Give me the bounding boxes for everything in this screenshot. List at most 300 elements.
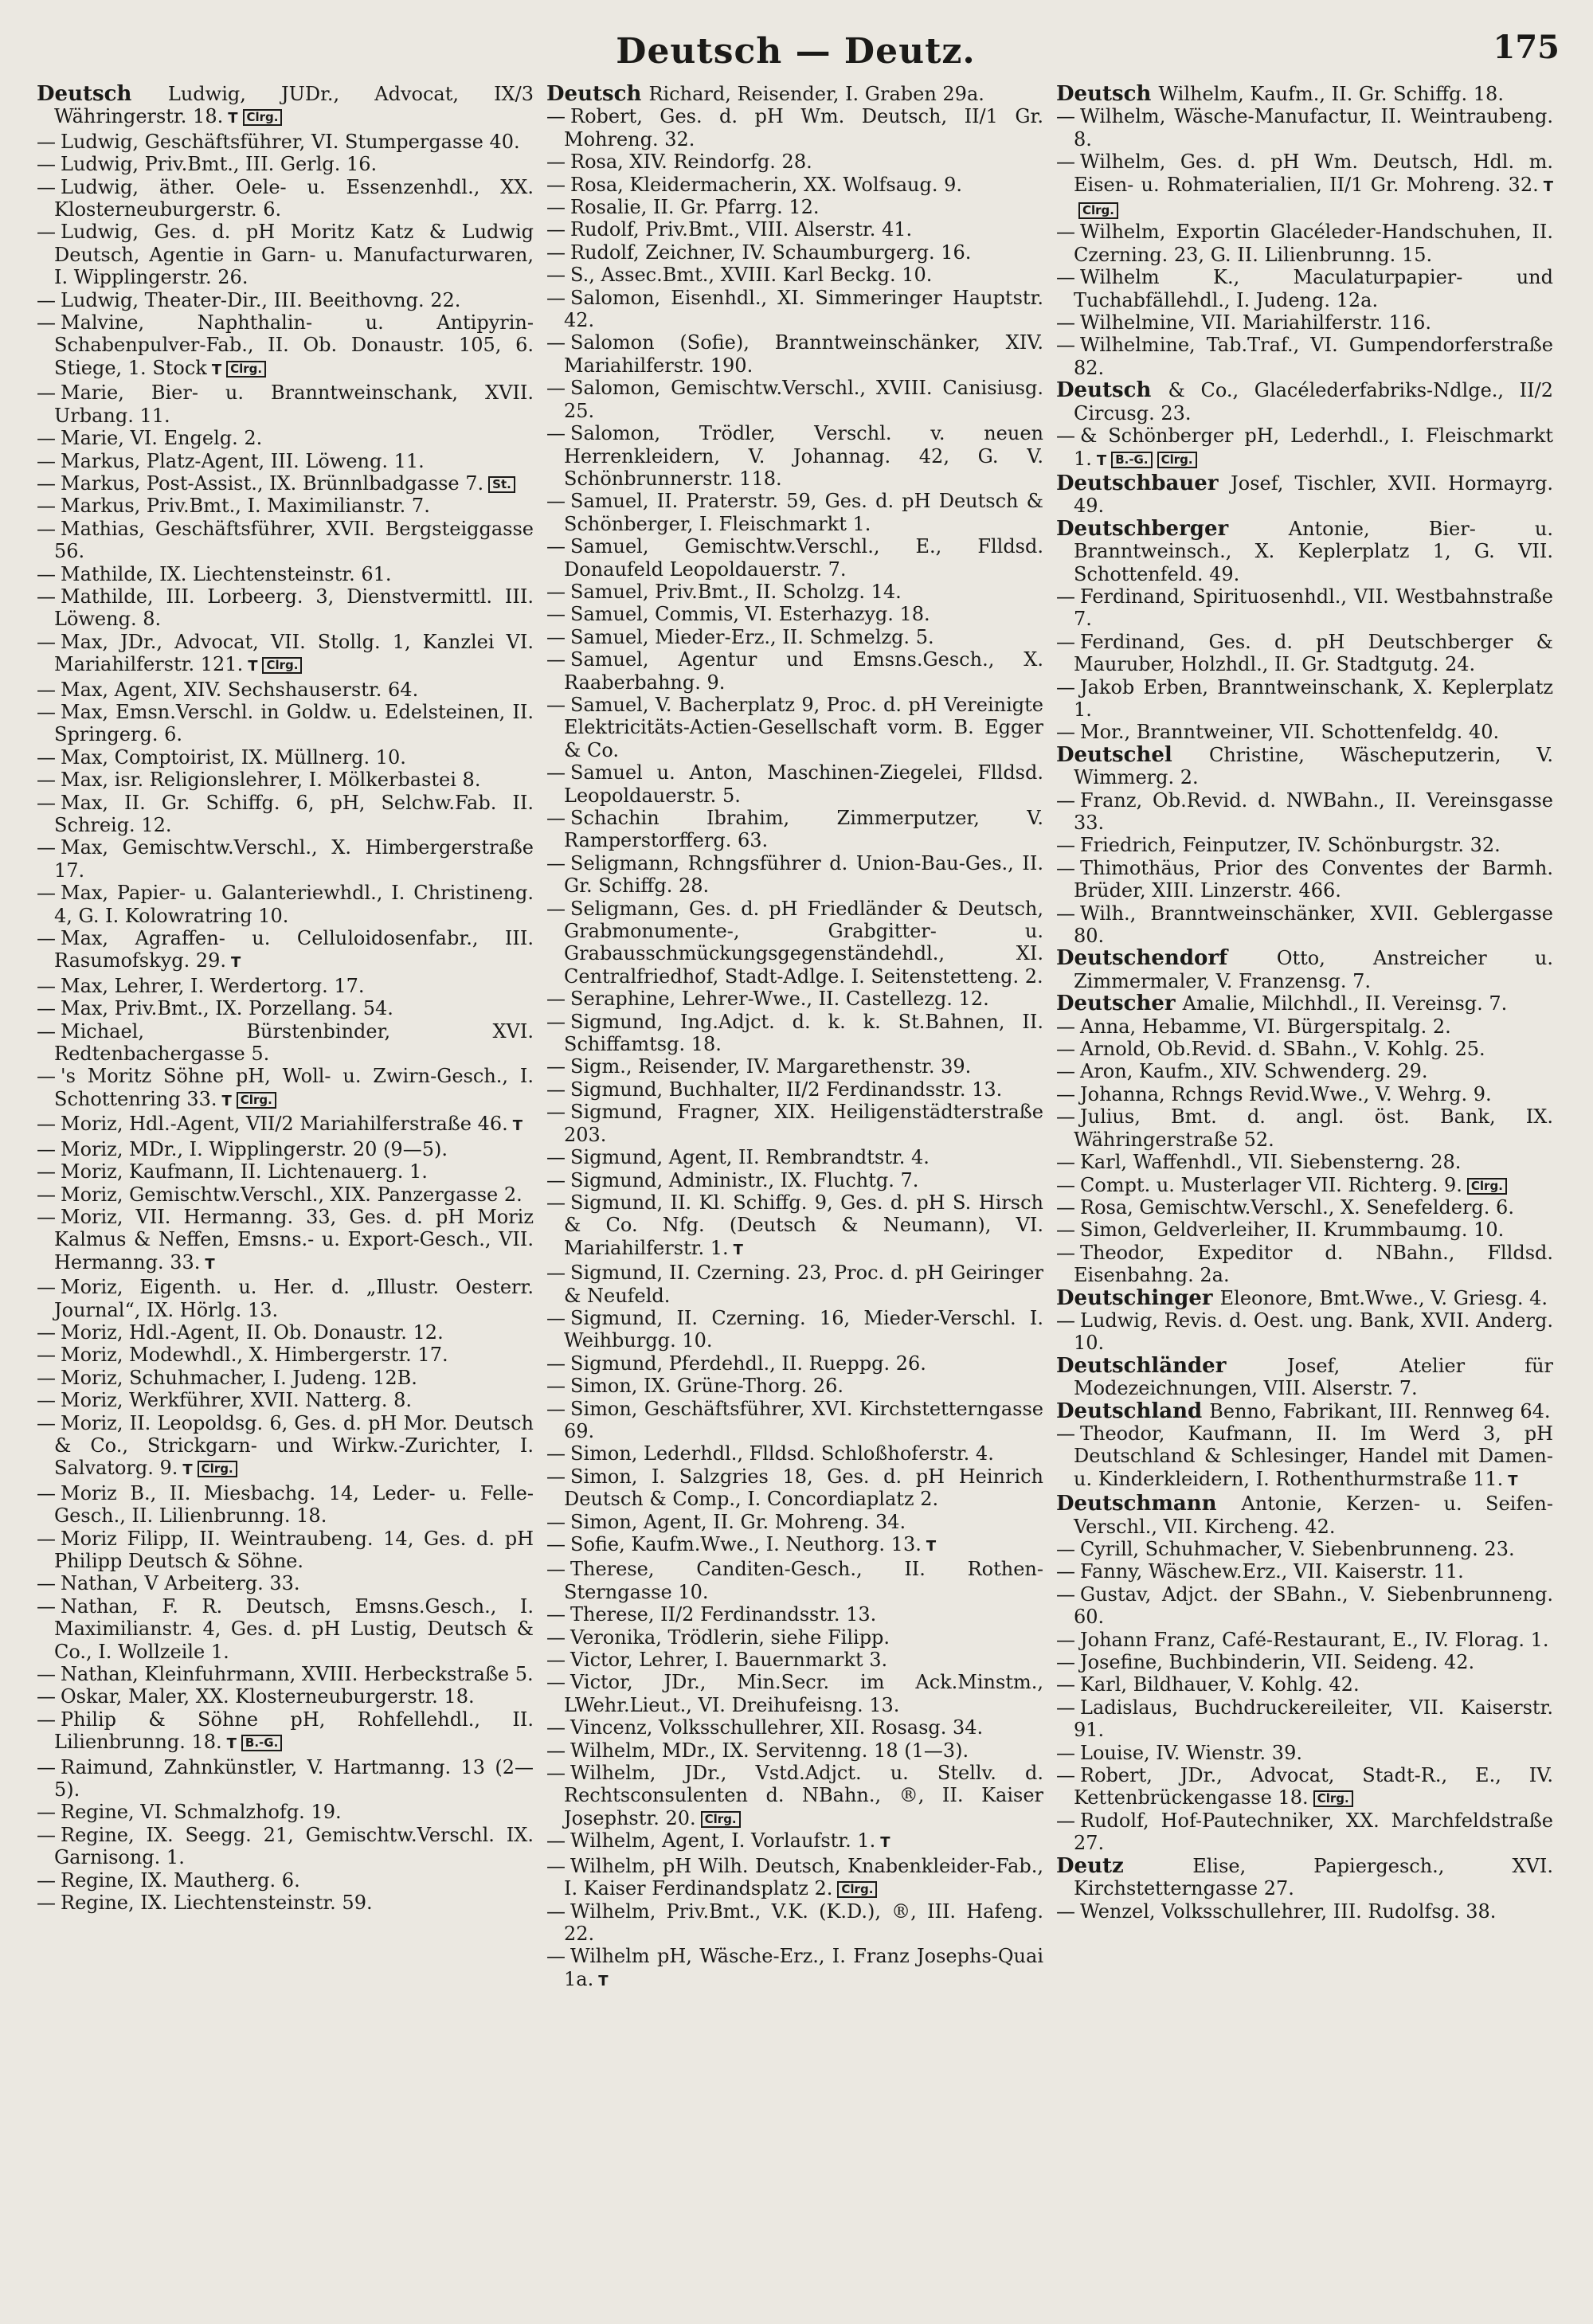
directory-entry	[37, 1138, 534, 1160]
entry-text: Mathias, Geschäftsführer, XVII. Bergsteiggasse 56.	[54, 517, 534, 563]
directory-entry	[546, 1511, 1043, 1533]
dash-marker: —	[546, 377, 566, 400]
directory-entry	[37, 518, 534, 563]
dash-marker: —	[37, 175, 56, 198]
directory-entry	[37, 701, 534, 746]
telephone-icon: T	[1543, 178, 1553, 195]
entry-text: & Co., Glacélederfabriks-Ndlge., II/2 Circusg. 23.	[1074, 379, 1553, 425]
dash-marker: —	[37, 1411, 56, 1434]
entry-text: Nathan, Kleinfuhrmann, XVIII. Herbeckstraße 5.	[61, 1663, 534, 1686]
entry-text: Wilhelmine, Tab.Traf., VI. Gumpendorferstraße 82.	[1074, 334, 1553, 379]
directory-entry	[37, 1869, 534, 1892]
entry-text: Gustav, Adjct. der SBahn., V. Siebenbrunneng. 60.	[1074, 1583, 1553, 1629]
directory-entry	[1056, 721, 1553, 743]
entry-text: Samuel, V. Bacherplatz 9, Proc. d. pH Vereinigte Elektricitäts-Actien-Gesellschaft vorm. B. Egger & Co.	[564, 693, 1043, 761]
dash-marker: —	[546, 196, 566, 219]
telephone-icon: T	[880, 1834, 890, 1852]
column-2	[540, 83, 1050, 1993]
entry-text: Simon, I. Salzgries 18, Ges. d. pH Heinrich Deutsch & Comp., I. Concordiaplatz 2.	[564, 1465, 1043, 1511]
dash-marker: —	[37, 517, 56, 540]
telephone-icon: T	[926, 1538, 937, 1555]
directory-entry	[1056, 105, 1553, 151]
dash-marker: —	[1056, 1173, 1075, 1196]
directory-entry	[37, 1708, 534, 1756]
directory-entry	[546, 287, 1043, 332]
directory-entry	[37, 153, 534, 175]
entry-text: Max, Papier- u. Galanteriewhdl., I. Christineng. 4, G. I. Kolowratring 10.	[54, 882, 534, 927]
directory-entry	[1056, 1696, 1553, 1742]
entry-text: Mathilde, IX. Liechtensteinstr. 61.	[61, 562, 392, 585]
entry-text: Wilhelm, MDr., IX. Servitenng. 18 (1—3).	[570, 1739, 969, 1762]
directory-entry	[546, 241, 1043, 264]
directory-entry	[1056, 425, 1553, 472]
dash-marker: —	[546, 1375, 566, 1398]
entry-text: Benno, Fabrikant, III. Rennweg 64.	[1209, 1399, 1551, 1422]
dash-marker: —	[546, 1671, 566, 1694]
directory-entry	[546, 1146, 1043, 1168]
directory-entry	[1056, 1810, 1553, 1855]
directory-entry	[37, 1572, 534, 1594]
entry-text: Sigmund, Agent, II. Rembrandtstr. 4.	[570, 1146, 930, 1169]
directory-entry	[546, 196, 1043, 218]
entry-text: Max, Priv.Bmt., IX. Porzellang. 54.	[61, 997, 393, 1020]
directory-entry	[1056, 83, 1553, 105]
directory-entry	[1056, 1583, 1553, 1629]
boxed-badge: Clrg.	[701, 1811, 741, 1828]
directory-entry	[546, 1442, 1043, 1465]
entry-text: Regine, IX. Mautherg. 6.	[61, 1868, 300, 1892]
directory-entry	[546, 1533, 1043, 1558]
directory-entry	[1056, 1242, 1553, 1287]
directory-entry	[546, 807, 1043, 852]
dash-marker: —	[37, 769, 56, 792]
directory-entry	[37, 1595, 534, 1663]
entry-text: Theodor, Expeditor d. NBahn., Flldsd. Eisenbahng. 2a.	[1074, 1241, 1553, 1287]
entry-text: Sigm., Reisender, IV. Margarethenstr. 39.	[570, 1055, 972, 1078]
dash-marker: —	[546, 1945, 566, 1968]
entry-text: Johanna, Rchngs Revid.Wwe., V. Wehrg. 9.	[1080, 1082, 1492, 1105]
surname: Deutschbauer	[1056, 471, 1231, 495]
dash-marker: —	[546, 1101, 566, 1124]
entry-text: Josef, Tischler, XVII. Hormayrg. 49.	[1074, 471, 1553, 518]
directory-entry	[546, 1011, 1043, 1056]
directory-entry	[37, 836, 534, 882]
dash-marker: —	[37, 1183, 56, 1206]
directory-entry	[1056, 857, 1553, 902]
entry-text: Salomon, Gemischtw.Verschl., XVIII. Canisiusg. 25.	[564, 377, 1043, 422]
directory-entry	[37, 679, 534, 701]
directory-entry	[37, 792, 534, 837]
dash-marker: —	[1056, 1628, 1075, 1651]
dash-marker: —	[546, 241, 566, 264]
directory-entry	[37, 1206, 534, 1276]
dash-marker: —	[1056, 334, 1075, 357]
directory-entry	[1056, 379, 1553, 425]
directory-entry	[37, 1160, 534, 1183]
dash-marker: —	[1056, 1105, 1075, 1129]
directory-entry	[37, 83, 534, 131]
entry-text: Regine, IX. Seegg. 21, Gemischtw.Verschl. IX. Garnisong. 1.	[54, 1823, 534, 1869]
surname: Deutscher	[1056, 992, 1183, 1016]
dash-marker: —	[546, 807, 566, 829]
dash-marker: —	[37, 1594, 56, 1618]
dash-marker: —	[37, 1344, 56, 1367]
dash-marker: —	[1056, 721, 1075, 744]
entry-text: Regine, VI. Schmalzhofg. 19.	[61, 1801, 342, 1824]
dash-marker: —	[1056, 630, 1075, 653]
boxed-badge: Clrg.	[1078, 202, 1118, 219]
dash-marker: —	[546, 1262, 566, 1285]
dash-marker: —	[1056, 425, 1075, 448]
dash-marker: —	[1056, 902, 1075, 925]
entry-text: Wenzel, Volksschullehrer, III. Rudolfsg. 38.	[1080, 1899, 1497, 1923]
dash-marker: —	[546, 1899, 566, 1923]
entry-text: Markus, Platz-Agent, III. Löweng. 11.	[61, 449, 425, 472]
directory-entry	[37, 769, 534, 791]
entry-text: Moriz, Eigenth. u. Her. d. „Illustr. Oesterr. Journal“, IX. Hörlg. 13.	[54, 1276, 534, 1321]
directory-entry	[546, 1739, 1043, 1762]
boxed-badge: Clrg.	[1313, 1790, 1353, 1807]
entry-text: Therese, Canditen-Gesch., II. Rothen-Sterngasse 10.	[564, 1558, 1043, 1603]
directory-entry	[546, 694, 1043, 761]
directory-entry	[1056, 1651, 1553, 1673]
entry-text: Rosa, Kleidermacherin, XX. Wolfsaug. 9.	[570, 173, 963, 196]
dash-marker: —	[37, 1685, 56, 1708]
directory-entry	[37, 472, 534, 495]
directory-entry	[1056, 1309, 1553, 1355]
entry-text: Moriz, MDr., I. Wipplingerstr. 20 (9—5).	[61, 1137, 448, 1160]
directory-entry	[1056, 151, 1553, 221]
entry-text: Sigmund, Fragner, XIX. Heiligenstädterstraße 203.	[564, 1101, 1043, 1146]
dash-marker: —	[37, 1389, 56, 1412]
directory-entry	[1056, 1538, 1553, 1560]
directory-entry	[546, 603, 1043, 625]
directory-entry	[37, 1020, 534, 1066]
surname: Deutsch	[546, 82, 649, 106]
directory-entry	[1056, 1151, 1553, 1173]
directory-entry	[37, 1663, 534, 1685]
dash-marker: —	[37, 1160, 56, 1184]
directory-entry	[37, 427, 534, 449]
directory-entry	[546, 1762, 1043, 1829]
entry-text: Moriz, VII. Hermanng. 33, Ges. d. pH Moriz Kalmus & Neffen, Emsns.- u. Export-Gesch., VII. Hermanng. 33.	[54, 1205, 534, 1274]
dash-marker: —	[546, 490, 566, 513]
entry-text: Sigmund, Pferdehdl., II. Rueppg. 26.	[570, 1352, 926, 1375]
dash-marker: —	[546, 1397, 566, 1420]
directory-entry	[37, 585, 534, 631]
directory-entry	[546, 1398, 1043, 1443]
entry-text: Therese, II/2 Ferdinandsstr. 13.	[570, 1603, 877, 1626]
entry-text: Max, Gemischtw.Verschl., X. Himbergerstraße 17.	[54, 836, 534, 882]
directory-entry	[546, 1169, 1043, 1191]
boxed-badge: Clrg.	[262, 657, 302, 674]
telephone-icon: T	[205, 1255, 215, 1273]
surname: Deutschendorf	[1056, 946, 1277, 971]
entry-text: Max, isr. Religionslehrer, I. Mölkerbastei 8.	[61, 769, 481, 792]
directory-entry	[37, 1321, 534, 1344]
dash-marker: —	[37, 585, 56, 608]
entry-text: 's Moritz Söhne pH, Woll- u. Zwirn-Gesch., I. Schottenring 33.	[54, 1065, 534, 1110]
entry-text: Moriz, Hdl.-Agent, II. Ob. Donaustr. 12.	[61, 1320, 444, 1344]
dash-marker: —	[546, 897, 566, 920]
directory-entry	[37, 1065, 534, 1113]
directory-entry	[37, 1482, 534, 1528]
entry-text: Samuel, Mieder-Erz., II. Schmelzg. 5.	[570, 625, 934, 648]
dash-marker: —	[37, 1892, 56, 1915]
entry-text: Louise, IV. Wienstr. 39.	[1080, 1741, 1302, 1764]
dash-marker: —	[1056, 311, 1075, 335]
directory-entry	[546, 1101, 1043, 1146]
directory-entry	[546, 174, 1043, 196]
telephone-icon: T	[221, 1092, 232, 1109]
directory-entry	[1056, 1855, 1553, 1900]
directory-entry	[546, 1307, 1043, 1352]
directory-entry	[1056, 1400, 1553, 1422]
dash-marker: —	[1056, 1899, 1075, 1923]
directory-entry	[1056, 631, 1553, 676]
dash-marker: —	[37, 311, 56, 335]
entry-text: Ludwig, Ges. d. pH Moritz Katz & Ludwig Deutsch, Agentie in Garn- u. Manufacturwaren, I. Wipplingerstr. 26.	[54, 221, 534, 289]
dash-marker: —	[546, 625, 566, 648]
surname: Deutschland	[1056, 1399, 1210, 1423]
dash-marker: —	[1056, 675, 1075, 698]
directory-entry	[1056, 1196, 1553, 1219]
directory-entry	[37, 131, 534, 153]
directory-entry	[37, 1756, 534, 1802]
directory-entry	[546, 264, 1043, 286]
entry-text: Samuel, Commis, VI. Esterhazyg. 18.	[570, 603, 930, 626]
dash-marker: —	[546, 1352, 566, 1375]
entry-text: Markus, Post-Assist., IX. Brünnlbadgasse 7.	[61, 471, 484, 495]
telephone-icon: T	[182, 1461, 193, 1479]
entry-text: Wilhelm, Exportin Glacéleder-Handschuhen, II. Czerning. 23, G. II. Lilienbrunng. 15.	[1074, 221, 1553, 266]
dash-marker: —	[37, 495, 56, 518]
dash-marker: —	[37, 1868, 56, 1892]
entry-text: Josefine, Buchbinderin, VII. Seideng. 42.	[1080, 1651, 1475, 1674]
directory-entry	[37, 1184, 534, 1206]
dash-marker: —	[1056, 1651, 1075, 1674]
directory-entry	[546, 1352, 1043, 1375]
entry-text: Mathilde, III. Lorbeerg. 3, Dienstvermittl. III. Löweng. 8.	[54, 585, 534, 631]
entry-text: Max, Agent, XIV. Sechshauserstr. 64.	[61, 678, 419, 701]
surname: Deutschinger	[1056, 1285, 1220, 1310]
dash-marker: —	[546, 286, 566, 309]
entry-text: Robert, JDr., Advocat, Stadt-R., E., IV. Kettenbrückengasse 18.	[1074, 1764, 1553, 1810]
directory-entry	[546, 1900, 1043, 1946]
entry-text: Ludwig, Geschäftsführer, VI. Stumpergasse 40.	[61, 130, 520, 153]
dash-marker: —	[1056, 856, 1075, 879]
entry-text: Rosalie, II. Gr. Pfarrg. 12.	[570, 196, 820, 219]
dash-marker: —	[37, 1481, 56, 1504]
directory-entry	[1056, 789, 1553, 835]
dash-marker: —	[37, 1276, 56, 1299]
telephone-icon: T	[598, 1972, 609, 1989]
boxed-badge: St.	[488, 476, 515, 493]
dash-marker: —	[37, 1205, 56, 1228]
entry-text: Ludwig, Priv.Bmt., III. Gerlg. 16.	[61, 153, 378, 176]
dash-marker: —	[37, 1065, 56, 1088]
entry-text: Simon, IX. Grüne-Thorg. 26.	[570, 1375, 844, 1398]
directory-entry	[1056, 472, 1553, 518]
directory-entry	[546, 1671, 1043, 1716]
entry-text: Sofie, Kaufm.Wwe., I. Neuthorg. 13.	[570, 1533, 922, 1555]
dash-marker: —	[546, 1168, 566, 1191]
entry-text: Johann Franz, Café-Restaurant, E., IV. Florag. 1.	[1080, 1628, 1549, 1651]
entry-text: Philip & Söhne pH, Rohfellehdl., II. Lilienbrunng. 18.	[54, 1708, 534, 1754]
directory-entry	[1056, 1900, 1553, 1923]
page-number: 175	[1493, 29, 1560, 66]
entry-text: Nathan, F. R. Deutsch, Emsns.Gesch., I. Maximilianstr. 4, Ges. d. pH Lustig, Deutsch & Co., I. Wollzeile 1.	[54, 1594, 534, 1663]
entry-text: Aron, Kaufm., XIV. Schwenderg. 29.	[1080, 1060, 1428, 1083]
dash-marker: —	[1056, 834, 1075, 857]
entry-text: Josef, Atelier für Modezeichnungen, VIII. Alserstr. 7.	[1074, 1354, 1553, 1400]
dash-marker: —	[1056, 1764, 1075, 1787]
directory-entry	[546, 218, 1043, 241]
dash-marker: —	[1056, 1696, 1075, 1719]
directory-entry	[37, 631, 534, 679]
dash-marker: —	[37, 1708, 56, 1731]
dash-marker: —	[546, 1442, 566, 1465]
dash-marker: —	[1056, 1082, 1075, 1105]
entry-text: Wilhelm K., Maculaturpapier- und Tuchabfällehdl., I. Judeng. 12a.	[1074, 266, 1553, 311]
directory-entry	[1056, 1105, 1553, 1151]
directory-entry	[37, 1801, 534, 1823]
directory-entry	[1056, 902, 1553, 948]
directory-entry	[1056, 1219, 1553, 1241]
entry-text: Julius, Bmt. d. angl. öst. Bank, IX. Währingerstraße 52.	[1074, 1105, 1553, 1151]
entry-text: Schachin Ibrahim, Zimmerputzer, V. Ramperstorfferg. 63.	[564, 807, 1043, 852]
entry-text: Anna, Hebamme, VI. Bürgerspitalg. 2.	[1080, 1015, 1451, 1038]
telephone-icon: T	[1096, 452, 1107, 469]
dash-marker: —	[37, 427, 56, 450]
directory-entry	[546, 1945, 1043, 1993]
entry-text: Raimund, Zahnkünstler, V. Hartmanng. 13 (2—5).	[54, 1755, 534, 1802]
telephone-icon: T	[226, 1735, 237, 1753]
directory-entry	[1056, 992, 1553, 1015]
entry-text: Sigmund, II. Czerning. 23, Proc. d. pH Geiringer & Neufeld.	[564, 1262, 1043, 1307]
surname: Deutschel	[1056, 742, 1209, 767]
entry-text: Mor., Branntweiner, VII. Schottenfeldg. 40.	[1080, 721, 1500, 744]
dash-marker: —	[546, 1465, 566, 1488]
directory-entry	[37, 381, 534, 427]
directory-entry	[546, 422, 1043, 490]
dash-marker: —	[546, 1055, 566, 1078]
dash-marker: —	[1056, 788, 1075, 812]
entry-text: Moriz, Modewhdl., X. Himbergerstr. 17.	[61, 1344, 448, 1367]
entry-text: Jakob Erben, Branntweinschank, X. Keplerplatz 1.	[1074, 675, 1553, 721]
dash-marker: —	[37, 381, 56, 405]
dash-marker: —	[37, 791, 56, 814]
dash-marker: —	[1056, 1422, 1075, 1445]
dash-marker: —	[37, 1801, 56, 1824]
dash-marker: —	[37, 836, 56, 859]
dash-marker: —	[1056, 1741, 1075, 1764]
dash-marker: —	[37, 449, 56, 472]
entry-text: Cyrill, Schuhmacher, V. Siebenbrunneng. 23.	[1080, 1538, 1515, 1560]
dash-marker: —	[37, 1663, 56, 1686]
directory-entry	[546, 626, 1043, 648]
directory-entry	[37, 289, 534, 311]
entry-text: Moriz, Schuhmacher, I. Judeng. 12B.	[61, 1366, 417, 1389]
directory-entry	[1056, 1038, 1553, 1060]
dash-marker: —	[546, 1626, 566, 1649]
entry-text: Regine, IX. Liechtensteinstr. 59.	[61, 1892, 373, 1915]
entry-text: Victor, Lehrer, I. Bauernmarkt 3.	[570, 1649, 888, 1672]
directory-entry	[37, 1824, 534, 1869]
directory-entry	[1056, 266, 1553, 311]
entry-text: Amalie, Milchhdl., II. Vereinsg. 7.	[1182, 992, 1508, 1015]
entry-text: Simon, Lederhdl., Flldsd. Schloßhoferstr. 4.	[570, 1442, 994, 1465]
dash-marker: —	[546, 693, 566, 716]
directory-entry	[37, 975, 534, 997]
running-title: Deutsch — Deutz.	[616, 30, 976, 72]
column-3	[1050, 83, 1560, 1993]
directory-entry	[1056, 676, 1553, 722]
dash-marker: —	[37, 1019, 56, 1043]
entry-text: Eleonore, Bmt.Wwe., V. Griesg. 4.	[1219, 1286, 1548, 1309]
entry-text: Wilhelm, pH Wilh. Deutsch, Knabenkleider-Fab., I. Kaiser Ferdinandsplatz 2.	[564, 1854, 1043, 1900]
dash-marker: —	[546, 1146, 566, 1169]
entry-text: Moriz, Gemischtw.Verschl., XIX. Panzergasse 2.	[61, 1183, 523, 1206]
entry-text: Wilhelm, Kaufm., II. Gr. Schiffg. 18.	[1158, 83, 1504, 105]
entry-text: Ferdinand, Ges. d. pH Deutschberger & Mauruber, Holzhdl., II. Gr. Stadtgutg. 24.	[1074, 630, 1553, 676]
dash-marker: —	[546, 1078, 566, 1101]
directory-entry	[546, 1078, 1043, 1101]
entry-text: & Schönberger pH, Lederhdl., I. Fleischmarkt 1.	[1074, 425, 1553, 470]
entry-text: Wilhelm, Wäsche-Manufactur, II. Weintraubeng. 8.	[1074, 105, 1553, 151]
dash-marker: —	[37, 153, 56, 176]
dash-marker: —	[546, 173, 566, 196]
entry-text: Moriz Filipp, II. Weintraubeng. 14, Ges. d. pH Philipp Deutsch & Söhne.	[54, 1527, 534, 1572]
surname: Deutschländer	[1056, 1353, 1287, 1378]
directory-entry	[1056, 834, 1553, 856]
directory-entry	[546, 852, 1043, 898]
dash-marker: —	[546, 105, 566, 128]
directory-entry	[546, 1262, 1043, 1307]
dash-marker: —	[1056, 1151, 1075, 1174]
dash-marker: —	[37, 1366, 56, 1389]
entry-text: Samuel, Agentur und Emsns.Gesch., X. Raaberbahng. 9.	[564, 648, 1043, 694]
directory-entry	[1056, 311, 1553, 334]
directory-entry	[1056, 1355, 1553, 1400]
dash-marker: —	[1056, 1538, 1075, 1560]
entry-text: Wilhelm, JDr., Vstd.Adjct. u. Stellv. d. Rechtsconsulenten d. NBahn., ®, II. Kaiser Josephstr. 20.	[564, 1762, 1043, 1829]
entry-text: Sigmund, II. Czerning. 16, Mieder-Verschl. I. Weihburgg. 10.	[564, 1306, 1043, 1352]
directory-entry	[1056, 221, 1553, 266]
telephone-icon: T	[231, 954, 241, 972]
directory-entry	[37, 450, 534, 472]
entry-text: Ludwig, Theater-Dir., III. Beeithovng. 22.	[61, 288, 461, 311]
entry-text: Simon, Geschäftsführer, XVI. Kirchstetterngasse 69.	[564, 1397, 1043, 1442]
dash-marker: —	[1056, 1038, 1075, 1061]
entry-text: Elise, Papiergesch., XVI. Kirchstetterngasse 27.	[1074, 1854, 1553, 1900]
dash-marker: —	[37, 745, 56, 769]
dash-marker: —	[546, 1739, 566, 1762]
directory-entry	[1056, 518, 1553, 585]
directory-entry	[546, 1716, 1043, 1739]
directory-entry	[37, 1528, 534, 1573]
entry-text: Arnold, Ob.Revid. d. SBahn., V. Kohlg. 25.	[1080, 1038, 1485, 1061]
entry-text: Moriz, Kaufmann, II. Lichtenauerg. 1.	[61, 1160, 428, 1184]
directory-entry	[1056, 947, 1553, 992]
telephone-icon: T	[512, 1117, 523, 1135]
dash-marker: —	[37, 882, 56, 905]
directory-entry	[1056, 1422, 1553, 1493]
entry-text: Sigmund, Ing.Adjct. d. k. k. St.Bahnen, II. Schiffamtsg. 18.	[564, 1010, 1043, 1056]
directory-entry	[1056, 1174, 1553, 1196]
dash-marker: —	[37, 1113, 56, 1136]
directory-entry	[1056, 1287, 1553, 1309]
